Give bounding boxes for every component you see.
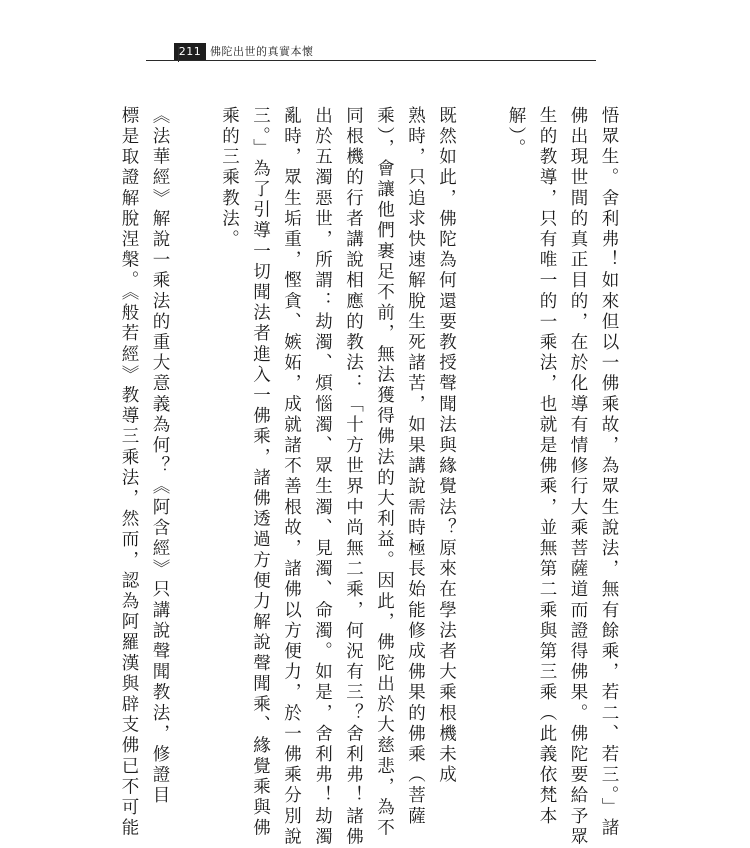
text-column: 同根機的行者講說相應的教法：「十方世界中尚無二乘，何況有三？舍利弗！諸佛 (343, 106, 364, 848)
text-column: 三。」為了引導一切聞法者進入一佛乘，諸佛透過方便力解說聲聞乘、緣覺乘與佛 (250, 106, 271, 839)
running-title: 佛陀出世的真實本懷 (210, 45, 314, 58)
header-tick-mark (178, 46, 179, 62)
text-column: 佛出現世間的真正目的，在於化導有情修行大乘菩薩道而證得佛果。佛陀要給予眾 (568, 106, 588, 848)
text-column: 既然如此，佛陀為何還要教授聲聞法與緣覺法？原來在學法者大乘根機未成 (436, 106, 457, 786)
text-column: 亂時，眾生垢重，慳貪、嫉妬，成就諸不善根故，諸佛以方便力，於一佛乘分別說 (281, 106, 302, 848)
text-column: 悟眾生。舍利弗！如來但以一佛乘故，為眾生說法，無有餘乘，若二、若三。」諸 (599, 106, 619, 839)
text-column: 乘），會讓他們裹足不前，無法獲得佛法的大利益。因此，佛陀出於大慈悲，為不 (374, 106, 395, 839)
page-header (146, 40, 596, 62)
page-number: 211 (174, 43, 206, 60)
text-column: 出於五濁惡世，所謂：劫濁、煩惱濁、眾生濁、見濁、命濁。如是，舍利弗！劫濁 (312, 106, 333, 848)
header-rule (146, 60, 596, 61)
text-column: 標是取證解脫涅槃。《般若經》教導三乘法，然而，認為阿羅漢與辟支佛已不可能 (119, 106, 139, 839)
text-column: 解）。 (506, 106, 526, 160)
text-column: 生的教導，只有唯一的一乘法，也就是佛乘，並無第二乘與第三乘（此義依梵本 (537, 106, 557, 827)
text-column: 熟時，只追求快速解脫生死諸苦，如果講說需時極長始能修成佛果的佛乘（菩薩 (405, 106, 426, 827)
vertical-body-text (119, 106, 624, 848)
text-column: 《法華經》解說一乘法的重大意義為何？《阿含經》只講說聲聞教法，修證目 (150, 106, 170, 807)
text-column: 乘的三乘教法。 (219, 106, 240, 251)
